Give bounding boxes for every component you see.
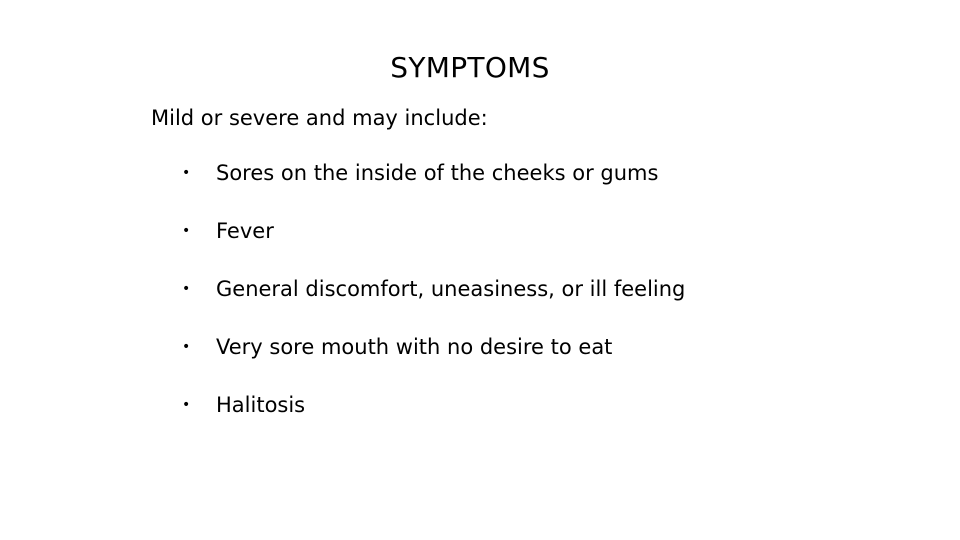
- bullet-icon: •: [182, 281, 191, 297]
- list-item-text: Fever: [216, 219, 274, 243]
- list-item-text: Halitosis: [216, 393, 306, 417]
- intro-text: Mild or severe and may include:: [151, 106, 488, 130]
- list-item-text: General discomfort, uneasiness, or ill feeling: [216, 277, 686, 301]
- list-item-text: Sores on the inside of the cheeks or gums: [216, 161, 659, 185]
- bullet-icon: •: [182, 339, 191, 355]
- symptom-list: [180, 158, 685, 448]
- list-item-text: Very sore mouth with no desire to eat: [216, 335, 613, 359]
- list-item: [180, 390, 685, 420]
- slide-title: SYMPTOMS: [390, 51, 550, 84]
- list-item: [180, 158, 685, 188]
- list-item: [180, 274, 685, 304]
- list-item: [180, 332, 685, 362]
- bullet-icon: •: [182, 397, 191, 413]
- bullet-icon: •: [182, 165, 191, 181]
- list-item: [180, 216, 685, 246]
- bullet-icon: •: [182, 223, 191, 239]
